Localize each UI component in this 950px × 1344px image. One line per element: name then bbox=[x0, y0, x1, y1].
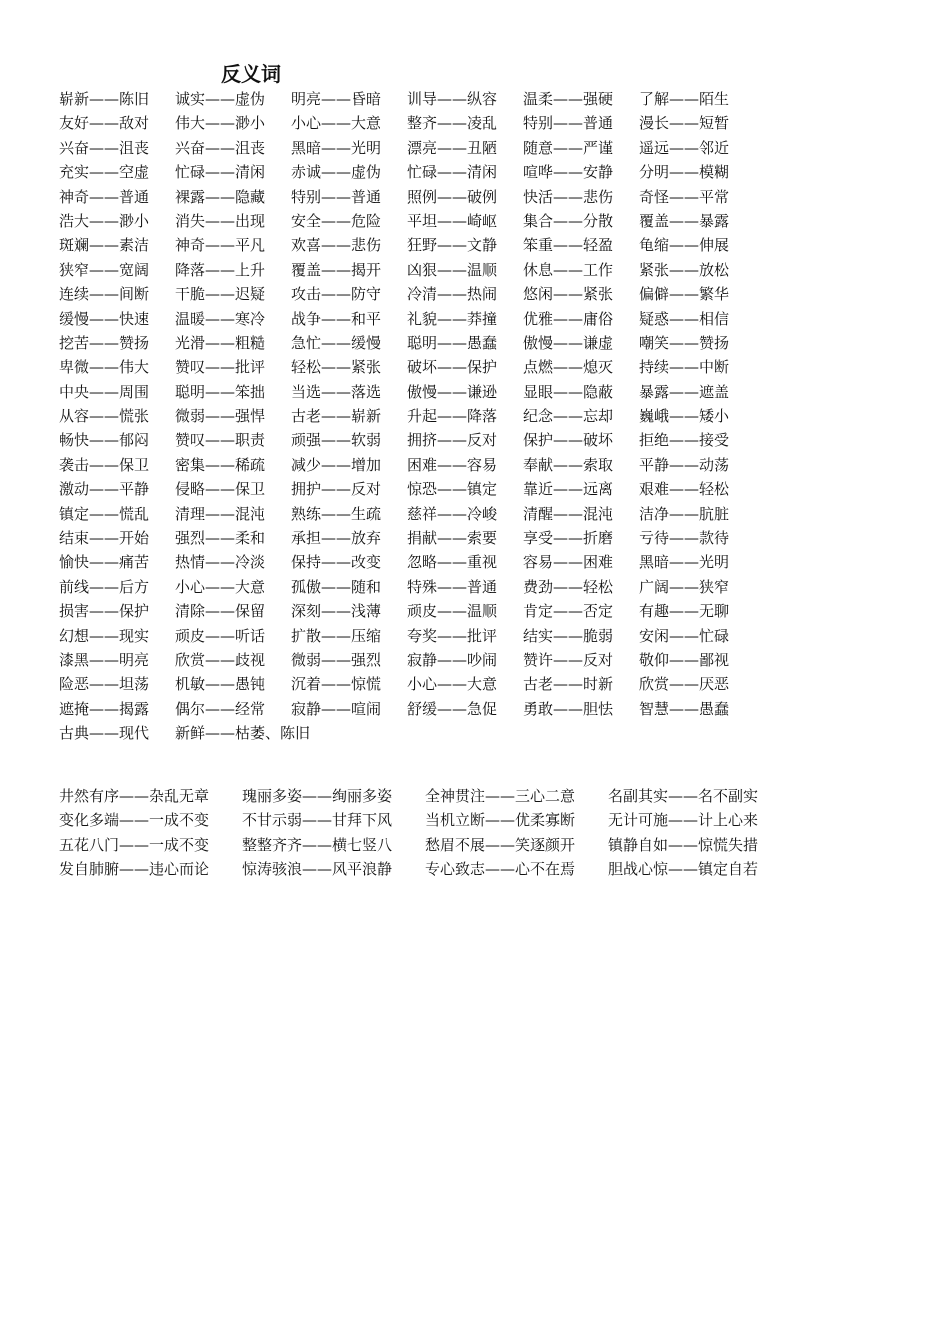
antonym-pair: 卑微——伟大 bbox=[59, 358, 150, 377]
antonym-pair: 消失——出现 bbox=[175, 211, 266, 230]
antonym-pair: 温柔——强硬 bbox=[523, 90, 614, 108]
word-row bbox=[59, 380, 755, 404]
word-row bbox=[59, 575, 755, 599]
antonym-idiom-pair: 专心致志——心不在焉 bbox=[425, 860, 576, 879]
antonym-pair: 友好——敌对 bbox=[59, 114, 150, 133]
antonym-pair: 镇定——慌乱 bbox=[59, 504, 150, 523]
word-row bbox=[59, 160, 755, 184]
antonym-pair: 崭新——陈旧 bbox=[59, 90, 150, 108]
antonym-pair: 小心——大意 bbox=[175, 577, 266, 596]
antonym-pair: 随意——严谨 bbox=[523, 138, 614, 157]
antonym-idiom-pair: 不甘示弱——甘拜下风 bbox=[242, 811, 393, 830]
antonym-pair: 平静——动荡 bbox=[639, 455, 730, 474]
antonym-pair: 快活——悲伤 bbox=[523, 187, 614, 206]
antonym-pair: 伟大——渺小 bbox=[175, 114, 266, 133]
word-row bbox=[59, 697, 755, 721]
antonym-pair: 容易——困难 bbox=[523, 553, 614, 572]
antonym-pair: 连续——间断 bbox=[59, 285, 150, 304]
antonym-pair: 傲慢——谦虚 bbox=[523, 333, 614, 352]
antonym-pair: 畅快——郁闷 bbox=[59, 431, 150, 450]
antonym-pair: 凶狠——温顺 bbox=[407, 260, 498, 279]
antonym-pair: 忽略——重视 bbox=[407, 553, 498, 572]
word-row bbox=[59, 136, 755, 160]
antonym-pair: 破坏——保护 bbox=[407, 358, 498, 377]
antonym-pair: 袭击——保卫 bbox=[59, 455, 150, 474]
word-row bbox=[59, 648, 755, 672]
antonym-idiom-pair: 全神贯注——三心二意 bbox=[425, 787, 576, 805]
word-row bbox=[59, 477, 755, 501]
antonym-pair: 挖苦——赞扬 bbox=[59, 333, 150, 352]
word-row bbox=[59, 185, 755, 209]
antonym-idiom-pair: 当机立断——优柔寡断 bbox=[425, 811, 576, 830]
antonym-idiom-pair: 镇静自如——惊慌失措 bbox=[608, 835, 759, 854]
antonym-pair: 特别——普通 bbox=[523, 114, 614, 133]
antonym-pair: 光滑——粗糙 bbox=[175, 333, 266, 352]
word-row bbox=[59, 672, 755, 696]
antonym-pair: 巍峨——矮小 bbox=[639, 407, 730, 426]
antonym-pair: 嘲笑——赞扬 bbox=[639, 333, 730, 352]
word-row bbox=[59, 233, 755, 257]
antonym-pair: 微弱——强烈 bbox=[291, 650, 382, 669]
antonym-pair: 充实——空虚 bbox=[59, 163, 150, 182]
word-row bbox=[59, 453, 755, 477]
antonym-pair: 顽皮——温顺 bbox=[407, 602, 498, 621]
antonym-idiom-pair: 发自肺腑——违心而论 bbox=[59, 860, 210, 879]
antonym-pair: 诚实——虚伪 bbox=[175, 90, 266, 108]
antonym-pair: 顽强——软弱 bbox=[291, 431, 382, 450]
antonym-pair: 持续——中断 bbox=[639, 358, 730, 377]
antonym-pair: 赞叹——批评 bbox=[175, 358, 266, 377]
antonym-pair: 神奇——平凡 bbox=[175, 236, 266, 255]
antonym-pair: 遥远——邻近 bbox=[639, 138, 730, 157]
antonym-pair: 拥挤——反对 bbox=[407, 431, 498, 450]
antonym-pair: 缓慢——快速 bbox=[59, 309, 150, 328]
antonym-pair: 当选——落选 bbox=[291, 382, 382, 401]
antonym-pair: 遮掩——揭露 bbox=[59, 699, 150, 718]
antonym-pair: 点燃——熄灭 bbox=[523, 358, 614, 377]
antonym-pair: 广阔——狭窄 bbox=[639, 577, 730, 596]
antonym-pair: 赤诚——虚伪 bbox=[291, 163, 382, 182]
idiom-row bbox=[59, 833, 791, 857]
antonym-pair: 洁净——肮脏 bbox=[639, 504, 730, 523]
antonym-idiom-pair: 井然有序——杂乱无章 bbox=[59, 787, 210, 805]
antonym-pair: 聪明——笨拙 bbox=[175, 382, 266, 401]
word-row bbox=[59, 721, 755, 745]
antonym-pair: 特别——普通 bbox=[291, 187, 382, 206]
antonym-pair: 幻想——现实 bbox=[59, 626, 150, 645]
antonym-pair: 休息——工作 bbox=[523, 260, 614, 279]
antonym-idiom-pair: 名副其实——名不副实 bbox=[608, 787, 759, 805]
antonym-pair: 特殊——普通 bbox=[407, 577, 498, 596]
antonym-pair: 孤傲——随和 bbox=[291, 577, 382, 596]
antonym-pair: 中央——周围 bbox=[59, 382, 150, 401]
antonym-pair: 喧哗——安静 bbox=[523, 163, 614, 182]
antonym-idiom-pair: 愁眉不展——笑逐颜开 bbox=[425, 835, 576, 854]
antonym-pair: 战争——和平 bbox=[291, 309, 382, 328]
antonym-pair: 保护——破坏 bbox=[523, 431, 614, 450]
antonym-pair: 整齐——凌乱 bbox=[407, 114, 498, 133]
page-title: 反义词 bbox=[221, 62, 281, 86]
antonym-pair: 新鲜——枯萎、陈旧 bbox=[175, 724, 311, 743]
antonym-pair: 沉着——惊慌 bbox=[291, 675, 382, 694]
antonym-pair: 扩散——压缩 bbox=[291, 626, 382, 645]
antonym-pair: 欣赏——歧视 bbox=[175, 650, 266, 669]
antonym-pair: 轻松——紧张 bbox=[291, 358, 382, 377]
antonym-pair: 偶尔——经常 bbox=[175, 699, 266, 718]
antonym-pair: 古老——崭新 bbox=[291, 407, 382, 426]
antonym-pair: 愉快——痛苦 bbox=[59, 553, 150, 572]
idiom-row bbox=[59, 784, 791, 808]
antonym-pair: 干脆——迟疑 bbox=[175, 285, 266, 304]
antonym-pair: 冷清——热闹 bbox=[407, 285, 498, 304]
word-row bbox=[59, 307, 755, 331]
antonym-pair: 忙碌——清闲 bbox=[175, 163, 266, 182]
antonym-idiom-pair: 惊涛骇浪——风平浪静 bbox=[242, 860, 393, 879]
antonym-pair: 费劲——轻松 bbox=[523, 577, 614, 596]
word-row bbox=[59, 502, 755, 526]
antonym-pair: 顽皮——听话 bbox=[175, 626, 266, 645]
antonym-pair: 赞许——反对 bbox=[523, 650, 614, 669]
antonym-pair: 狂野——文静 bbox=[407, 236, 498, 255]
antonym-pair: 分明——模糊 bbox=[639, 163, 730, 182]
antonym-pair: 照例——破例 bbox=[407, 187, 498, 206]
antonym-pair: 兴奋——沮丧 bbox=[175, 138, 266, 157]
word-row bbox=[59, 624, 755, 648]
antonym-pair: 保持——改变 bbox=[291, 553, 382, 572]
word-row bbox=[59, 526, 755, 550]
antonym-pair: 微弱——强悍 bbox=[175, 407, 266, 426]
antonym-pair: 奉献——索取 bbox=[523, 455, 614, 474]
antonym-pair: 小心——大意 bbox=[291, 114, 382, 133]
antonym-pair: 敬仰——鄙视 bbox=[639, 650, 730, 669]
idiom-row bbox=[59, 808, 791, 832]
antonym-pair: 漂亮——丑陋 bbox=[407, 138, 498, 157]
antonym-pair: 寂静——吵闹 bbox=[407, 650, 498, 669]
antonym-idiom-pair: 瑰丽多姿——绚丽多姿 bbox=[242, 787, 393, 805]
word-row bbox=[59, 599, 755, 623]
antonym-pair: 小心——大意 bbox=[407, 675, 498, 694]
antonym-pair: 险恶——坦荡 bbox=[59, 675, 150, 694]
antonym-pair: 聪明——愚蠢 bbox=[407, 333, 498, 352]
antonym-pair: 训导——纵容 bbox=[407, 90, 498, 108]
antonym-pair: 神奇——普通 bbox=[59, 187, 150, 206]
idiom-row bbox=[59, 857, 791, 881]
antonym-pair: 明亮——昏暗 bbox=[291, 90, 382, 108]
antonym-pair: 浩大——渺小 bbox=[59, 211, 150, 230]
antonym-pair: 清醒——混沌 bbox=[523, 504, 614, 523]
word-row bbox=[59, 404, 755, 428]
antonym-idiom-pair: 胆战心惊——镇定自若 bbox=[608, 860, 759, 879]
antonym-pair: 平坦——崎岖 bbox=[407, 211, 498, 230]
antonym-pair: 斑斓——素洁 bbox=[59, 236, 150, 255]
antonym-pair: 漫长——短暂 bbox=[639, 114, 730, 133]
antonym-pair: 深刻——浅薄 bbox=[291, 602, 382, 621]
antonym-pair: 古典——现代 bbox=[59, 724, 150, 743]
antonym-pair: 优雅——庸俗 bbox=[523, 309, 614, 328]
antonym-pair: 惊恐——镇定 bbox=[407, 480, 498, 499]
antonym-pair: 暴露——遮盖 bbox=[639, 382, 730, 401]
antonym-pair: 降落——上升 bbox=[175, 260, 266, 279]
antonym-idiom-pair: 五花八门——一成不变 bbox=[59, 835, 210, 854]
word-row bbox=[59, 550, 755, 574]
antonym-pair: 黑暗——光明 bbox=[291, 138, 382, 157]
antonym-pair: 有趣——无聊 bbox=[639, 602, 730, 621]
antonym-pair: 承担——放弃 bbox=[291, 529, 382, 548]
antonym-pair: 捐献——索要 bbox=[407, 529, 498, 548]
antonym-pair: 欢喜——悲伤 bbox=[291, 236, 382, 255]
antonym-pair: 集合——分散 bbox=[523, 211, 614, 230]
antonym-pair: 升起——降落 bbox=[407, 407, 498, 426]
antonym-pair: 急忙——缓慢 bbox=[291, 333, 382, 352]
antonym-pair: 熟练——生疏 bbox=[291, 504, 382, 523]
antonym-pair: 结实——脆弱 bbox=[523, 626, 614, 645]
antonym-pair: 笨重——轻盈 bbox=[523, 236, 614, 255]
antonym-pair: 肯定——否定 bbox=[523, 602, 614, 621]
word-row bbox=[59, 258, 755, 282]
antonym-pair: 覆盖——揭开 bbox=[291, 260, 382, 279]
antonym-pair: 龟缩——伸展 bbox=[639, 236, 730, 255]
antonym-pair: 寂静——喧闹 bbox=[291, 699, 382, 718]
antonym-pair: 热情——冷淡 bbox=[175, 553, 266, 572]
antonym-pair: 从容——慌张 bbox=[59, 407, 150, 426]
antonym-pair: 智慧——愚蠢 bbox=[639, 699, 730, 718]
antonym-pair: 安全——危险 bbox=[291, 211, 382, 230]
antonym-pair: 裸露——隐藏 bbox=[175, 187, 266, 206]
word-row bbox=[59, 209, 755, 233]
antonym-pair: 勇敢——胆怯 bbox=[523, 699, 614, 718]
word-row bbox=[59, 111, 755, 135]
antonym-pair: 拥护——反对 bbox=[291, 480, 382, 499]
antonym-pair: 偏僻——繁华 bbox=[639, 285, 730, 304]
antonym-pair: 减少——增加 bbox=[291, 455, 382, 474]
antonym-pair: 欣赏——厌恶 bbox=[639, 675, 730, 694]
antonym-pair: 了解——陌生 bbox=[639, 90, 730, 108]
antonym-pair: 靠近——远离 bbox=[523, 480, 614, 499]
antonym-pair: 强烈——柔和 bbox=[175, 529, 266, 548]
antonym-idiom-pair: 变化多端——一成不变 bbox=[59, 811, 210, 830]
antonym-pair: 清除——保留 bbox=[175, 602, 266, 621]
word-row bbox=[59, 355, 755, 379]
antonym-pair: 艰难——轻松 bbox=[639, 480, 730, 499]
antonym-pair: 古老——时新 bbox=[523, 675, 614, 694]
antonym-idiom-pair: 无计可施——计上心来 bbox=[608, 811, 759, 830]
antonym-pair: 悠闲——紧张 bbox=[523, 285, 614, 304]
antonym-pair: 疑惑——相信 bbox=[639, 309, 730, 328]
antonym-pair: 礼貌——莽撞 bbox=[407, 309, 498, 328]
antonym-pair: 前线——后方 bbox=[59, 577, 150, 596]
antonym-pair: 攻击——防守 bbox=[291, 285, 382, 304]
antonym-pair: 慈祥——冷峻 bbox=[407, 504, 498, 523]
antonym-pair: 密集——稀疏 bbox=[175, 455, 266, 474]
antonym-pair: 亏待——款待 bbox=[639, 529, 730, 548]
antonym-pair: 安闲——忙碌 bbox=[639, 626, 730, 645]
antonym-idiom-pair: 整整齐齐——横七竖八 bbox=[242, 835, 393, 854]
antonym-pair: 温暖——寒冷 bbox=[175, 309, 266, 328]
antonym-pair: 覆盖——暴露 bbox=[639, 211, 730, 230]
antonym-pair: 结束——开始 bbox=[59, 529, 150, 548]
antonym-pair: 黑暗——光明 bbox=[639, 553, 730, 572]
word-row bbox=[59, 331, 755, 355]
antonym-pair: 显眼——隐蔽 bbox=[523, 382, 614, 401]
antonym-pair: 享受——折磨 bbox=[523, 529, 614, 548]
antonym-pair: 舒缓——急促 bbox=[407, 699, 498, 718]
word-row bbox=[59, 428, 755, 452]
antonym-pair: 傲慢——谦逊 bbox=[407, 382, 498, 401]
antonym-pair: 漆黑——明亮 bbox=[59, 650, 150, 669]
antonym-pair: 夸奖——批评 bbox=[407, 626, 498, 645]
word-row bbox=[59, 87, 755, 111]
antonym-pair: 赞叹——职责 bbox=[175, 431, 266, 450]
antonym-pair: 奇怪——平常 bbox=[639, 187, 730, 206]
antonym-pair: 损害——保护 bbox=[59, 602, 150, 621]
antonym-pair: 忙碌——清闲 bbox=[407, 163, 498, 182]
antonym-pair: 狭窄——宽阔 bbox=[59, 260, 150, 279]
antonym-pair: 纪念——忘却 bbox=[523, 407, 614, 426]
antonym-pair: 激动——平静 bbox=[59, 480, 150, 499]
antonym-pair: 紧张——放松 bbox=[639, 260, 730, 279]
antonym-idiom-grid bbox=[59, 784, 791, 882]
word-row bbox=[59, 282, 755, 306]
antonym-pair: 兴奋——沮丧 bbox=[59, 138, 150, 157]
antonym-pair: 侵略——保卫 bbox=[175, 480, 266, 499]
antonym-pair: 机敏——愚钝 bbox=[175, 675, 266, 694]
antonym-word-grid bbox=[59, 87, 755, 746]
antonym-pair: 困难——容易 bbox=[407, 455, 498, 474]
antonym-pair: 清理——混沌 bbox=[175, 504, 266, 523]
antonym-pair: 拒绝——接受 bbox=[639, 431, 730, 450]
